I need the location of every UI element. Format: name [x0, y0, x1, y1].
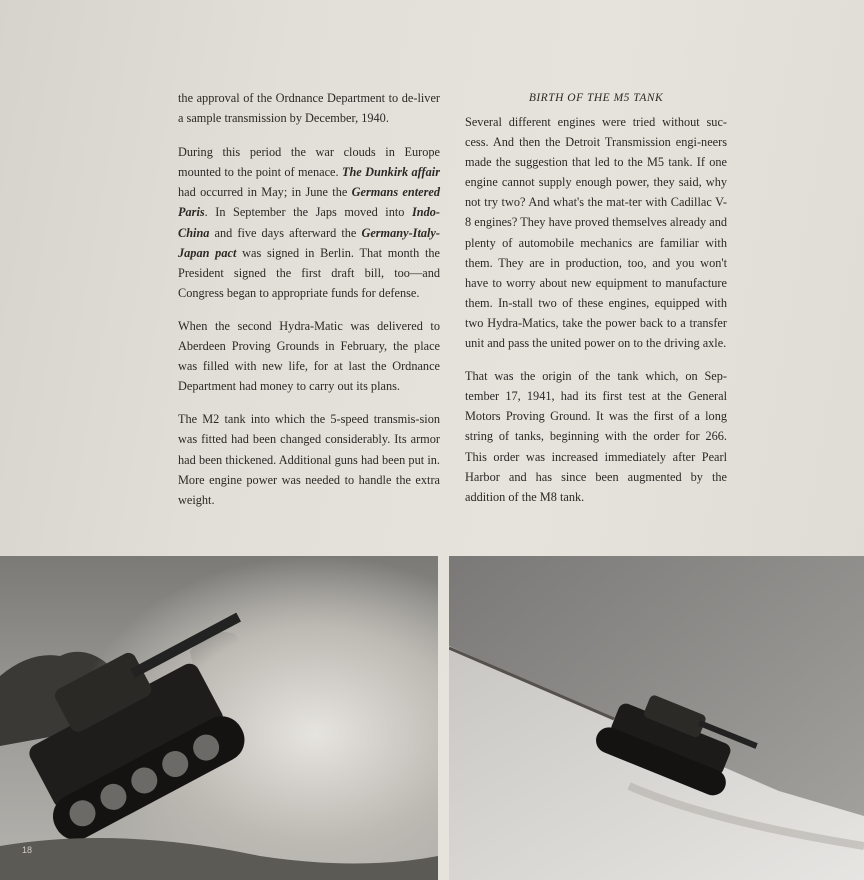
- paragraph-text: That was the origin of the tank which, on Sep-tember 17, 1941, had its first test at the General Motors Proving Ground. It was the first of a long string of tanks, beginning with the order for 266. This order was increased immediately after Pearl Harbor and has since been augmented by the addition of the M8 tank.: [465, 369, 727, 504]
- left-text-column: [178, 88, 440, 523]
- paragraph-text: When the second Hydra-Matic was delivered to Aberdeen Proving Grounds in February, the place was filled with new life, for at last the Ordnance Department had money to carry out its plans.: [178, 318, 440, 394]
- paragraph-text: Several different engines were tried without suc-cess. And then the Detroit Transmission engi-neers made the suggestion that led to the M5 tank. If one engine cannot supply enough power, they said, why not try two? And what's the mat-ter with Cadillac V-8 engines? They have proved themselves already and plenty of automobile mechanics are familiar with them. They are in production, too, and you won't have to worry about new equipment to manufacture them. In-stall two of these engines, equipped with two Hydra-Matics, take the power back to a transfer unit and pass the united power on to the driving axle.: [465, 115, 727, 351]
- emphasized-phrase: Germans entered Paris: [178, 185, 440, 220]
- paragraph-text: The M2 tank into which the 5-speed transmis-sion was fitted had been changed considerably. Its armor had been thickened. Additional guns had been put in. More engine power was needed to handle the extra weight.: [178, 412, 440, 507]
- paragraph: [178, 88, 440, 128]
- paragraph-text: During this period the war clouds in Europe mounted to the point of menace.: [178, 145, 440, 180]
- paragraph-text: and five days afterward the: [209, 225, 362, 240]
- paragraph-text: had occurred in May; in June the: [178, 185, 352, 200]
- right-text-column: [465, 88, 727, 520]
- section-heading: BIRTH OF THE M5 TANK: [528, 92, 664, 104]
- emphasized-phrase: The Dunkirk affair: [341, 165, 440, 180]
- paragraph-text: . In September the Japs moved into: [204, 205, 412, 220]
- photo-tank-climbing-dust: [0, 556, 438, 880]
- paragraph: [178, 409, 440, 509]
- paragraph: [178, 142, 440, 303]
- photo-tank-on-slope: [449, 556, 864, 880]
- paragraph-text: the approval of the Ordnance Department to de-liver a sample transmission by December, 1940.: [178, 91, 440, 126]
- paragraph: [178, 316, 440, 396]
- emphasized-phrase: Indo-China: [178, 205, 440, 240]
- paragraph: [465, 112, 727, 353]
- paragraph-text: was signed in Berlin. That month the President signed the first draft bill, too—and Congress began to appropriate funds for defense.: [178, 245, 440, 300]
- paragraph: [465, 366, 727, 507]
- emphasized-phrase: Germany-Italy-Japan pact: [178, 225, 440, 260]
- page-number: 18: [22, 845, 33, 855]
